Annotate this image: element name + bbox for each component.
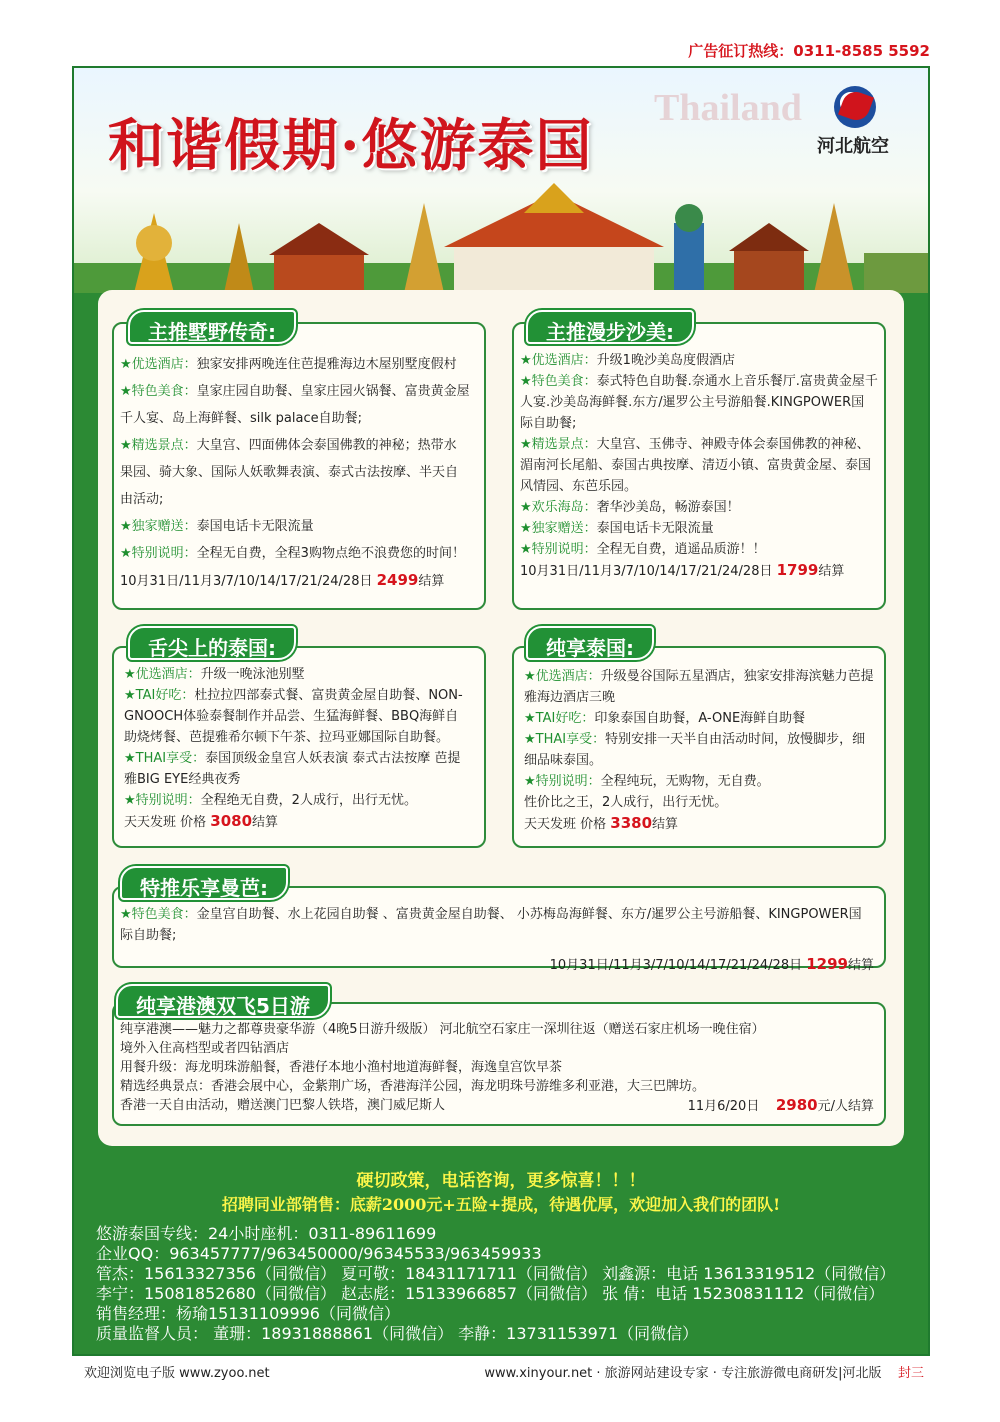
tour-card-pure-thailand-details: ★优选酒店：升级曼谷国际五星酒店，独家安排海滨魅力芭提 雅海边酒店三晚 ★TAI好吃：印象泰国自助餐，A-ONE海鲜自助餐 ★THAI享受：特别安排一天半自由活动时间，放慢脚步，细 细品味泰国。 ★特别说明：全程纯玩，无购物，无自费。 性价比之王，2人成行，出行无忧。 天天发班 价格 3380结算 (524, 666, 884, 835)
page-label: 封三 (897, 1366, 924, 1381)
banner-title: 和谐假期·悠游泰国 (108, 113, 594, 179)
price: 1299 (806, 955, 848, 973)
footer-right (484, 1362, 924, 1381)
page-footer (72, 1362, 930, 1384)
banner-english-watermark: Thailand (654, 87, 802, 129)
promo-line-1: 硬切政策，电话咨询，更多惊喜！！！ (356, 1171, 646, 1191)
contact-line: 企业QQ：963457777/963450000/96345533/963459933 (96, 1244, 542, 1263)
contact-line: 李宁：15081852680（同微信） 赵志彪：15133966857（同微信） 张 倩：电话 15230831112（同微信） (96, 1284, 885, 1303)
tour-card-villa-details: ★优选酒店：独家安排两晚连住芭提雅海边木屋别墅度假村 ★特色美食：皇家庄园自助餐、皇家庄园火锅餐、富贵黄金屋 千人宴、岛上海鲜餐、silk palace自助餐; ★精选景点：大皇宫、四面佛体会泰国佛教的神秘；热带水 果园、骑大象、国际人妖歌舞表演、泰式古法按摩、半天自 由活动; ★独家赠送：泰国电话卡无限流量 ★特别说明：全程无自费，全程3购物点绝不浪费您的时间！ 10月31日/11月3/7/10/14/17/21/24/28日 2499结算 (120, 354, 482, 592)
tour-card-pure-thailand-title: 纯享泰国: (526, 626, 654, 660)
tour-card-samet-details: ★优选酒店：升级1晚沙美岛度假酒店 ★特色美食：泰式特色自助餐.奈通水上音乐餐厅.富贵黄金屋千 人宴.沙美岛海鲜餐.东方/暹罗公主号游船餐.KINGPOWER国 际自助餐; ★精选景点：大皇宫、玉佛寺、神殿寺体会泰国佛教的神秘、 湄南河长尾船、泰国古典按摩、清迈小镇、富贵黄金屋、泰国 风情园、东芭乐园。 ★欢乐海岛：奢华沙美岛，畅游泰国！ ★独家赠送：泰国电话卡无限流量 ★特别说明：全程无自费，逍遥品质游！！ 10月31日/11月3/7/10/14/17/21/24/28日 1799结算 (520, 350, 884, 582)
tour-card-hk-macau-details: 纯享港澳——魅力之都尊贵豪华游（4晚5日游升级版） 河北航空石家庄一深圳往返（赠送石家庄机场一晚住宿） 境外入住高档型或者四钻酒店 用餐升级：海龙明珠游船餐，香港仔本地小渔村地道海鲜餐，海逸皇宫饮早茶 精选经典景点：香港会展中心，金紫荆广场，香港海洋公园，海龙明珠号游维多利亚港，大三巴牌坊。 香港一天自由活动，赠送澳门巴黎人铁塔，澳门威尼斯人 11月6/20日 2980元/人结算 (120, 1022, 874, 1114)
tour-card-hk-macau-title: 纯享港澳双飞5日游 (116, 984, 330, 1018)
contact-line: 悠游泰国专线：24小时座机：0311-89611699 (96, 1224, 437, 1243)
airline-logo (798, 86, 908, 166)
airline-logo-text: 河北航空 (817, 136, 889, 157)
price: 2499 (376, 571, 419, 589)
footer-right-link[interactable]: www.xinyour.net · 旅游网站建设专家 · 专注旅游微电商研发|河北版 (484, 1366, 882, 1381)
promo-line-2: 招聘同业部销售：底薪2000元+五险+提成，待遇优厚，欢迎加入我们的团队! (221, 1195, 781, 1214)
contact-info (96, 1224, 895, 1344)
tour-card-villa-price-row: 10月31日/11月3/7/10/14/17/21/24/28日 2499结算 (120, 571, 445, 589)
tour-card-bangkok-pattaya-title: 特推乐享曼芭: (120, 866, 288, 900)
banner (74, 68, 928, 293)
contact-line: 管杰：15613327356（同微信） 夏可敬：18431171711（同微信） 刘鑫源：电话 13613319512（同微信） (96, 1264, 896, 1283)
tour-card-hk-macau-price-row: 11月6/20日 2980元/人结算 (687, 1096, 874, 1114)
price: 1799 (776, 561, 819, 579)
footer-left-link[interactable]: 欢迎浏览电子版 www.zyoo.net (84, 1366, 270, 1381)
price: 3380 (610, 814, 653, 832)
advert-frame (72, 66, 930, 1356)
tour-card-pure-thailand-price-row: 天天发班 价格 3380结算 (524, 814, 679, 832)
price: 2980 (775, 1096, 818, 1114)
itinerary-panel (98, 290, 904, 1146)
contact-line: 销售经理：杨瑜15131109996（同微信） (96, 1304, 400, 1323)
tour-card-bangkok-pattaya-details: ★特色美食：金皇宫自助餐、水上花园自助餐 、富贵黄金屋自助餐、 小苏梅岛海鲜餐、东方/暹罗公主号游船餐、KINGPOWER国 际自助餐; 10月31日/11月3/7/10/14/17/21/24/28日 1299结算 (120, 904, 880, 976)
ad-hotline: 广告征订热线：0311-8585 5592 (688, 42, 930, 60)
tour-card-samet-title: 主推漫步沙美: (526, 310, 694, 344)
price: 3080 (210, 812, 253, 830)
tour-card-cuisine-price-row: 天天发班 价格 3080结算 (124, 812, 279, 830)
tour-card-bangkok-pattaya-price-row: 10月31日/11月3/7/10/14/17/21/24/28日 1299结算 (549, 955, 874, 973)
tour-card-cuisine-details: ★优选酒店：升级一晚泳池别墅 ★TAI好吃：杜拉拉四部泰式餐、富贵黄金屋自助餐、NON- GNOOCH体验泰餐制作并品尝、生猛海鲜餐、BBQ海鲜自 助烧烤餐、芭提雅希尔顿下午茶、拉玛亚娜国际自助餐。 ★THAI享受：泰国顶级金皇宫人妖表演 泰式古法按摩 芭提 雅BIG EYE经典夜秀 ★特别说明：全程绝无自费，2人成行，出行无忧。 天天发班 价格 3080结算 (124, 664, 482, 833)
tour-card-villa-title: 主推墅野传奇: (128, 310, 296, 344)
tour-card-cuisine-title: 舌尖上的泰国: (128, 626, 296, 660)
contact-line: 质量监督人员： 董珊：18931888861（同微信） 李静：13731153971（同微信） (96, 1324, 699, 1343)
tour-card-samet-price-row: 10月31日/11月3/7/10/14/17/21/24/28日 1799结算 (520, 561, 845, 579)
temple-skyline-illustration (74, 183, 928, 293)
